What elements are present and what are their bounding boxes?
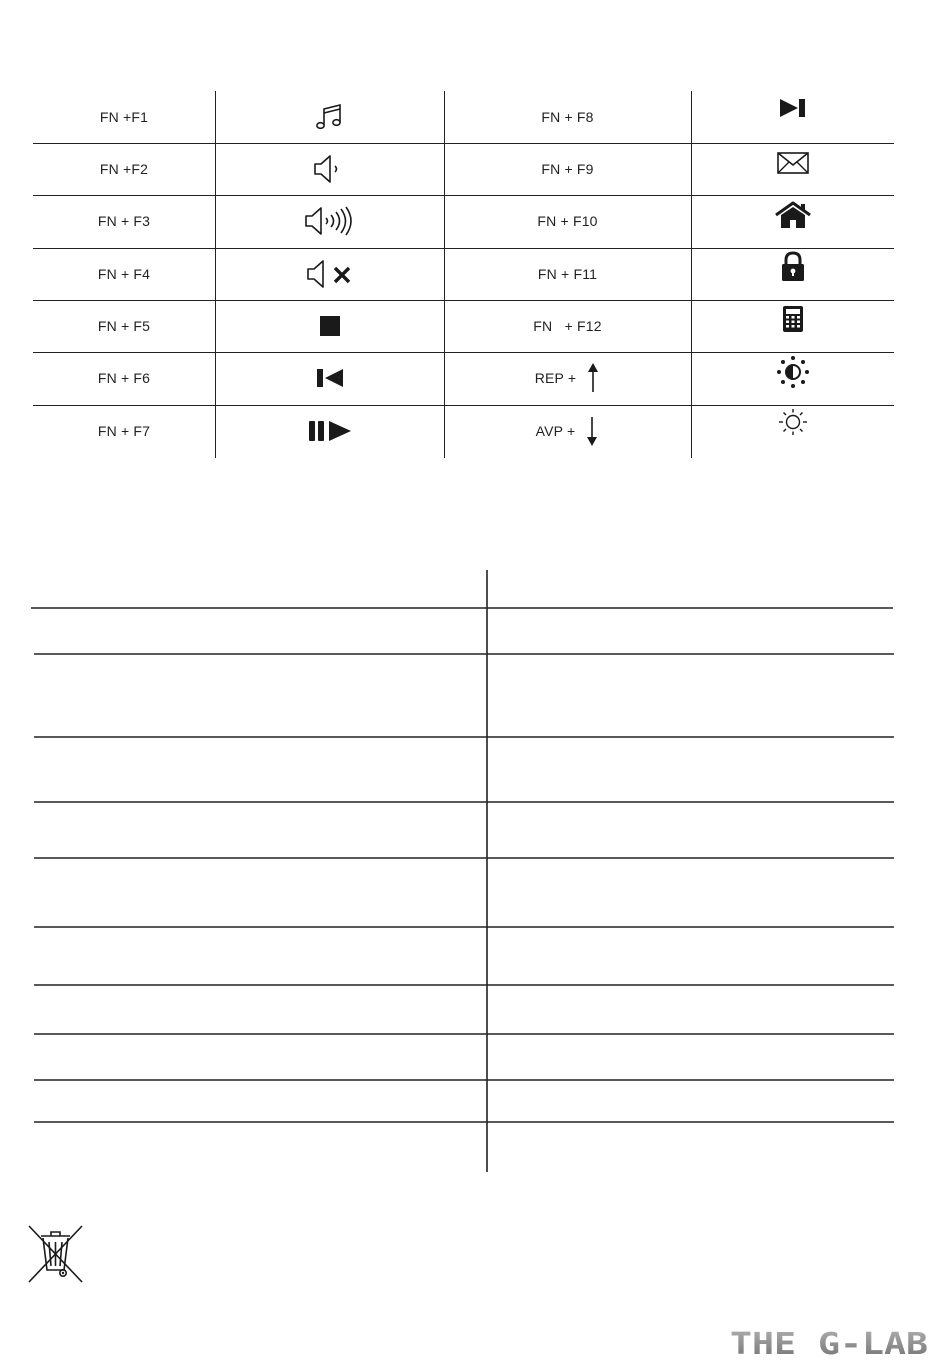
key-combo-cell xyxy=(33,405,215,457)
key-combo-label: FN + F5 xyxy=(97,318,151,334)
key-combo-label: AVP + xyxy=(535,423,576,439)
next-track-icon xyxy=(778,97,808,119)
function-icon-cell xyxy=(691,195,894,247)
brightness-up-icon xyxy=(774,355,812,389)
key-combo-label: FN + F8 xyxy=(541,109,594,125)
weee-crossed-bin-icon xyxy=(27,1224,84,1284)
key-combo-cell xyxy=(33,300,215,352)
key-combo-label: REP + xyxy=(534,370,577,386)
volume-down-icon xyxy=(312,153,348,185)
table-row xyxy=(33,352,894,405)
function-icon-cell xyxy=(215,352,444,404)
key-combo-cell xyxy=(444,195,691,247)
table-row xyxy=(33,143,894,195)
key-combo-cell xyxy=(444,405,691,457)
function-icon-cell xyxy=(215,143,444,195)
key-combo-label: FN + F10 xyxy=(537,213,598,229)
key-combo-label: FN + F7 xyxy=(97,423,151,439)
key-combo-cell xyxy=(33,195,215,247)
the-g-lab-logo xyxy=(730,1326,930,1360)
key-combo-label: FN +F2 xyxy=(99,161,149,177)
table-row xyxy=(33,248,894,300)
stop-icon xyxy=(319,315,341,337)
mail-icon xyxy=(776,151,810,175)
logo-text: THE G-LAB xyxy=(730,1327,928,1360)
function-icon-cell xyxy=(691,352,894,404)
function-icon-cell xyxy=(215,91,444,143)
key-combo-cell xyxy=(33,352,215,404)
function-icon-cell xyxy=(215,300,444,352)
table-row xyxy=(33,195,894,248)
key-combo-cell xyxy=(33,143,215,195)
key-combo-label: FN + F3 xyxy=(97,213,151,229)
function-icon-cell xyxy=(691,300,894,352)
function-icon-cell xyxy=(215,195,444,247)
calculator-icon xyxy=(781,305,805,333)
function-icon-cell xyxy=(215,248,444,300)
home-icon xyxy=(774,201,812,229)
function-key-table xyxy=(33,91,894,458)
key-combo-label: FN + F11 xyxy=(537,266,598,282)
key-combo-label: FN +F1 xyxy=(99,109,149,125)
key-combo-cell xyxy=(444,91,691,143)
arrow-up-icon xyxy=(586,362,600,394)
table-row xyxy=(33,91,894,143)
key-combo-label: FN + F6 xyxy=(97,370,151,386)
play-pause-icon xyxy=(307,419,353,443)
key-combo-cell xyxy=(33,91,215,143)
arrow-down-icon xyxy=(585,415,599,447)
key-combo-label: FN + F4 xyxy=(97,266,151,282)
key-combo-cell xyxy=(444,248,691,300)
function-icon-cell xyxy=(691,248,894,300)
key-combo-cell xyxy=(33,248,215,300)
function-icon-cell xyxy=(215,405,444,457)
key-combo-label: FN + F12 xyxy=(533,318,602,334)
function-icon-cell xyxy=(691,143,894,195)
previous-track-icon xyxy=(315,367,345,389)
table-row xyxy=(33,300,894,352)
table-row xyxy=(33,405,894,458)
key-combo-cell xyxy=(444,300,691,352)
function-icon-cell xyxy=(691,91,894,143)
key-combo-label: FN + F9 xyxy=(541,161,594,177)
key-combo-cell xyxy=(444,143,691,195)
function-icon-cell xyxy=(691,405,894,457)
brightness-down-icon xyxy=(776,407,810,437)
music-note-icon xyxy=(313,102,347,132)
lock-icon xyxy=(779,251,807,283)
volume-up-icon xyxy=(303,204,357,238)
key-combo-cell xyxy=(444,352,691,404)
mute-icon xyxy=(305,258,355,290)
